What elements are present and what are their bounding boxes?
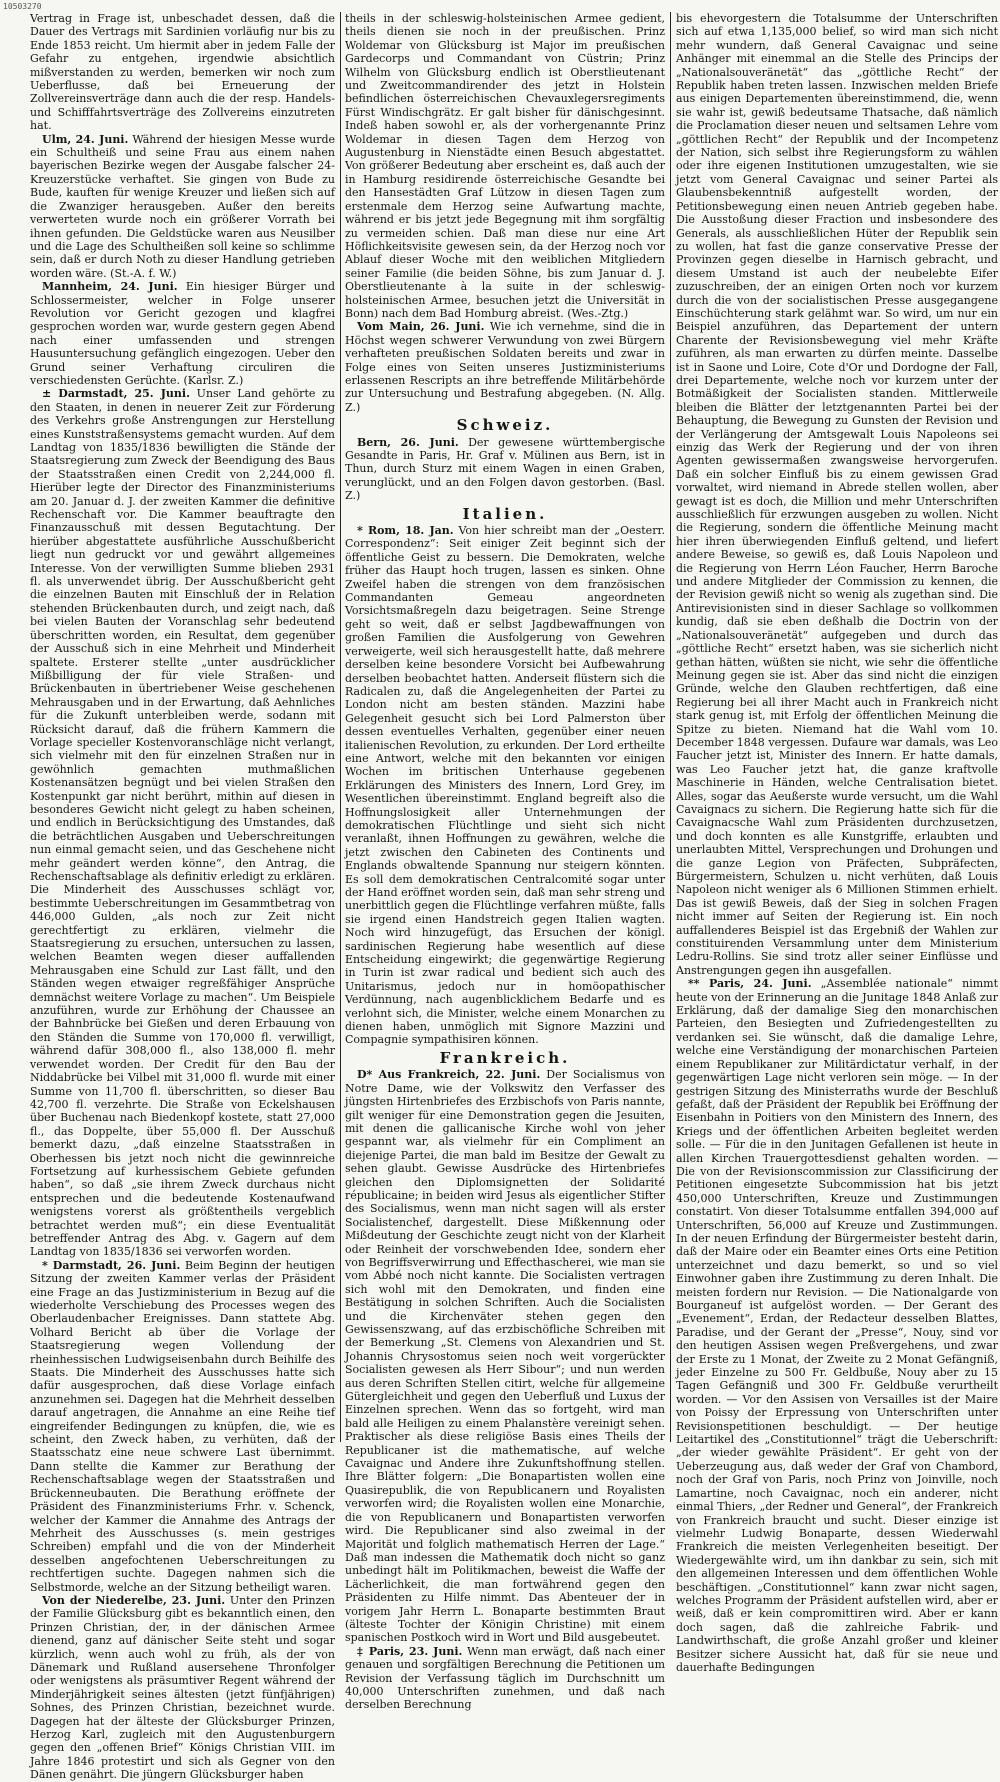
section-heading: Frankreich. xyxy=(439,1048,571,1067)
article-paragraph xyxy=(30,387,335,1258)
article-paragraph xyxy=(345,436,665,503)
article-paragraph xyxy=(676,12,998,977)
column-divider xyxy=(340,12,341,1442)
article-text: theils in der schleswig-holsteinischen Armee gedient, theils dienen sie noch in der preußischen. Prinz Woldemar von Glücksburg ist Major im preußischen Gardecorps und Commandant von Cüstrin; Prinz Wilhelm von Glücksburg endlich ist Oberstlieutenant und Zweitcommandirender des jetzt in Holstein befindlichen österreichischen Chevauxlegersregiments Fürst Windischgrätz. Er galt bisher für dänischgesinnt. Indeß haben sowohl er, als der vorhergenannte Prinz Woldemar in diesen Tagen dem Herzog von Augustenburg in Nienstädte einen Besuch abgestattet. Von größerer Bedeutung aber erscheint es, daß auch der in Hamburg residirende österreichische Gesandte bei den Hansestädten Graf Lützow in diesen Tagen zum erstenmale dem Herzog seine Aufwartung machte, während er bis jetzt jede Begegnung mit ihm sorgfältig zu vermeiden schien. Daß man diese nur eine Art Höflichkeitsvisite gewesen sein, da der Herzog noch vor Ablauf dieser Woche mit den weiblichen Mitgliedern seiner Familie (die beiden Söhne, bis zum Januar d. J. Oberstlieutenante à la suite in der schleswig-holsteinischen Armee, besuchen jetzt die Universität in Bonn) nach dem Bad Homburg abreist. (Wes.-Ztg.) xyxy=(345,12,665,320)
article-paragraph xyxy=(30,12,335,133)
column-right xyxy=(676,12,998,1674)
article-dateline: Bern, 26. Juni. xyxy=(357,435,459,449)
article-text: „Assemblée nationale“ nimmt heute von der Erinnerung an die Junitage 1848 Anlaß zur Erklärung, daß der damalige Sieg den monarchischen Parteien, den Besiegten und Zufriedengestellten zu verdanken sei. Sie wünscht, daß die damalige Lehre, welche eine Verständigung der monarchischen Parteien einem Republikaner zur Militärdictatur verhalf, in der gegenwärtigen Lage nicht verloren sein möge. — In der gestrigen Sitzung des Ministerraths wurde der Beschluß gefaßt, daß der Präsident der Republik bei Eröffnung der Eisenbahn in Poitiers von den Ministern des Innern, des Kriegs und der öffentlichen Arbeiten begleitet werden solle. — Für die in den Junitagen Gefallenen ist heute in allen Kirchen Trauergottesdienst gehalten worden. — Die von der Revisionscommission zur Classificirung der Petitionen eingesetzte Subcommission hat bis jetzt 450,000 Unterschriften, Kreuze und Zustimmungen constatirt. Von dieser Totalsumme entfallen 394,000 auf Unterschriften, 56,000 auf Kreuze und Zustimmungen. In der neuen Erfindung der Bürgermeister besteht darin, daß der Maire oder ein Beamter eines Orts eine Petition unterzeichnet und dazu bemerkt, so und so viel Einwohner gaben ihre Zustimmung zu deren Inhalt. Die meisten fordern nur Revision. — Die Nationalgarde von Bourganeuf ist aufgelöst worden. — Der Gerant des „Evenement“, Erdan, der Redacteur desselben Blattes, Paradise, und der Gerant der „Presse“, Nouy, sind vor den heutigen Assisen wegen Preßvergehens, und zwar der Erste zu 1 Monat, der Zweite zu 2 Monat Gefängniß, jeder Einzelne zu 500 Fr. Geldbuße, Nouy aber zu 15 Tagen Gefängniß und 300 Fr. Geldbuße verurtheilt worden. — Vor den Assisen von Versailles ist der Maire von Poissy der Erpressung von Unterschriften unter Revisionspetitionen beschuldigt. — Der heutige Leitartikel des „Constitutionnel“ trägt die Ueberschrift: „der wieder gewählte Präsident“. Er geht von der Ueberzeugung aus, daß weder der Graf von Chambord, noch der Graf von Paris, noch Prinz von Joinville, noch Lamartine, noch Cavaignac, noch ein anderer, nicht einmal Thiers, „der Redner und General“, der Frankreich von Frankreich braucht und sucht. Dieser einzige ist vielmehr Ludwig Bonaparte, dessen Wiederwahl Frankreich die meisten Verlegenheiten beseitigt. Der Wiedergewählte wird, um ihn dankbar zu sein, sich mit den allgemeinen Interessen und dem öffentlichen Wohle beschäftigen. „Constitutionnel“ kann zwar nicht sagen, welches Programm der Präsident aufstellen wird, aber er weiß, daß er kein compromittiren wird. Aber er kann doch sagen, daß die zahlreiche Fabrik- und Landwirthschaft, die große Anzahl großer und kleiner Besitzer sichere Aussicht hat, daß für sie neue und dauerhafte Bedingungen xyxy=(676,977,998,1674)
section-heading: Italien. xyxy=(462,504,548,523)
article-paragraph xyxy=(30,280,335,387)
article-text: Beim Beginn der heutigen Sitzung der zweiten Kammer verlas der Präsident eine Frage an das Justizministerium in Bezug auf die wiederholte Verschiebung des Processes wegen des Oberlaudenbacher Ereignisses. Dann stattete Abg. Volhard Bericht ab über die Vorlage der Staatsregierung wegen Vollendung der rheinhessischen Ludwigseisenbahn durch Beihilfe des Staats. Die Minderheit des Ausschusses hatte sich dafür ausgesprochen, daß diese Vorlage einfach anzunehmen sei. Dagegen hat die Mehrheit desselben darauf angetragen, die Annahme an eine Reihe tief eingreifender Bedingungen zu knüpfen, die, wie es scheint, den Zweck haben, zu verhüten, daß der Staatsschatz eine neue schwere Last übernimmt. Dann stellte die Kammer zur Berathung der Rechenschaftsablage wegen der Staatsstraßen und Brückenneubauten. Die Berathung eröffnete der Präsident des Finanzministeriums Frhr. v. Schenck, welcher der Kammer die Annahme des Antrags der Mehrheit des Ausschusses (s. mein gestriges Schreiben) empfahl und die von der Minderheit desselben angefochtenen Ueberschreitungen zu rechtfertigen suchte. Dagegen nahmen sich die Selbstmorde, welche an der Sitzung betheiligt waren. xyxy=(30,1258,335,1594)
article-dateline: ‡ Paris, 23. Juni. xyxy=(357,1644,463,1658)
article-text: bis ehevorgestern die Totalsumme der Unterschriften sich auf etwa 1,135,000 belief, so wird man sich nicht mehr wundern, daß General Cavaignac und seine Anhänger mit einemmal an die Stelle des Princips der „Nationalsouveränetät“ das „göttliche Recht“ der Republik haben treten lassen. Inzwischen melden Briefe aus einigen Departementen übereinstimmend, die, wenn sie wahr ist, gewiß bedeutsame Thatsache, daß nämlich die Proclamation dieser neuen und seltsamen Lehre vom „göttlichen Recht“ der Republik und der Incompetenz der Nation, sich selbst ihre Regierungsform zu wählen oder ihre eigenen Institutionen umzugestalten, wie sie jetzt vom General Cavaignac und seiner Partei als Glaubensbekenntniß aufgestellt worden, der Petitionsbewegung einen neuen Antrieb gegeben habe. Die Ausstoßung dieser Fraction und insbesondere des Generals, als ausschließlichen Hüter der Republik sein zu wollen, hat fast die ganze conservative Presse der Provinzen gegen dieselbe in Harnisch gebracht, und diesem Umstand ist auch der neubelebte Eifer zuzuschreiben, der an einigen Orten noch vor kurzem durch die von der socialistischen Presse ausgegangene Einschüchterung stark gelähmt war. So wird, um nur ein Beispiel anzuführen, das Departement der untern Charente der Revisionsbewegung viel mehr Kräfte zuführen, als man erwarten zu dürfen meinte. Dasselbe ist in Saone und Loire, Cote d'Or und Dordogne der Fall, drei Departemente, welche noch vor kurzem unter der Botmäßigkeit der Socialisten standen. Mittlerweile bleiben die Blätter der letztgenannten Partei bei der Behauptung, die Bewegung zu Gunsten der Revision und der Verlängerung der Amtsgewalt Louis Napoleons sei einzig das Werk der Regierung und der von ihren Agenten gewissermaßen zwangsweise hervorgerufen. Daß ein solcher Einfluß bis zu einem gewissen Grad vorwaltet, wird niemand in Abrede stellen wollen, aber gewagt ist es doch, die Million und mehr Unterschriften ausschließlich für erzwungen ausgeben zu wollen. Nicht die Regierung, sondern die öffentliche Meinung macht hier ihren überwiegenden Einfluß geltend, und liefert andere Beweise, so gewiß es, daß Louis Napoleon und die Regierung von Herrn Léon Faucher, Herrn Baroche und andere Mitglieder der Commission zu kennen, die der Revision gewiß nicht so wenig als zugethan sind. Die Antirevisionisten sind in dieser Sachlage so vollkommen kundig, daß sie eben deßhalb die Doctrin von der „Nationalsouveränetät“ aufgegeben und durch das „göttliche Recht“ ersetzt haben, was sie sicherlich nicht gethan hätten, wüßten sie nicht, wie sehr die öffentliche Meinung gegen sie ist. Aber das sind nicht die einzigen Gründe, welche den Glauben rechtfertigen, daß eine Regierung bei all ihrer Macht auch in Frankreich nicht stark genug ist, mit Erfolg der öffentlichen Meinung die Spitze zu bieten. Niemand hat die Wahl vom 10. December 1848 vergessen. Dufaure war damals, was Leo Faucher jetzt ist, Minister des Innern. Er hatte damals, was Leo Faucher jetzt hat, die ganze kraftvolle Maschinerie in Händen, welche Centralisation bietet. Alles, sogar das Aeußerste wurde versucht, um die Wahl Cavaignacs zu sichern. Die Regierung hatte sich für die Cavaignacsche Wahl zum Präsidenten durchzusetzen, und doch konnten es alle Kunstgriffe, erlaubten und unerlaubten Mittel, Versprechungen und Drohungen und die ganze Legion von Präfecten, Subpräfecten, Bürgermeistern, Schulzen u. nicht verhüten, daß Louis Napoleon nicht weniger als 6 Millionen Stimmen erhielt. Das ist gewiß Beweis, daß der Sieg in solchen Fragen nicht immer auf Seiten der Regierung ist. Ein noch auffallenderes Beispiel ist das Ergebniß der Wahlen zur constituirenden Versammlung unter dem Ministerium Ledru-Rollins. Sie sind trotz aller seiner Einflüsse und Anstrengungen gegen ihn ausgefallen. xyxy=(676,12,998,977)
article-paragraph xyxy=(30,1594,335,1782)
article-text: Vertrag in Frage ist, unbeschadet dessen, daß die Dauer des Vertrags mit Sardinien vorläufig nur bis zu Ende 1853 reicht. Um hiermit aber in jedem Falle der Gefahr zu entgehen, irgendwie absichtlich mißverstanden zu werden, bemerken wir noch zum Ueberflusse, daß bei Erneuerung der Zollvereinsverträge dann auch die der resp. Handels- und Schifffahrtsverträge des Zollvereins einzutreten hat. xyxy=(30,12,335,133)
article-paragraph xyxy=(676,977,998,1674)
article-paragraph xyxy=(345,1645,665,1712)
column-divider xyxy=(670,12,671,1442)
article-text: Ein hiesiger Bürger und Schlossermeister, welcher in Folge unserer Revolution vor Gericht gezogen und klagfrei gesprochen worden war, wurde gestern gegen Abend nach einer umfassenden und strengen Hausuntersuchung gefänglich eingezogen. Ueber den Grund seiner Verhaftung circuliren die verschiedensten Gerüchte. (Karlsr. Z.) xyxy=(30,280,335,387)
article-text: Wie ich vernehme, sind die in Höchst wegen schwerer Verwundung von zwei Bürgern verhafteten preußischen Soldaten bereits und zwar in Folge eines von Seiten unseres Justizministeriums erlassenen Rescripts an ihre betreffende Militärbehörde zur Untersuchung und Bestrafung abgegeben. (N. Allg. Z.) xyxy=(345,320,665,414)
article-dateline: ± Darmstadt, 25. Juni. xyxy=(42,387,190,401)
article-text: Unter den Prinzen der Familie Glücksburg gibt es bekanntlich einen, den Prinzen Christian, der, in der dänischen Armee dienend, ganz auf dänischer Seite steht und sogar kürzlich, wenn auch wohl zu früh, als der von Dänemark und Rußland ausersehene Thronfolger oder wenigstens als präsumtiver Regent während der Minderjährigkeit seines ältesten (jetzt fünfjährigen) Sohnes, des Prinzen Christian, bezeichnet wurde. Dagegen hat der älteste der Glücksburger Prinzen, Herzog Karl, zugleich mit den Augustenburgern gegen den „offenen Brief“ Königs Christian VIII. im Jahre 1846 protestirt und sich als Gegner von den Dänen genährt. Die jüngern Glücksburger haben xyxy=(30,1593,336,1782)
article-paragraph xyxy=(345,320,665,414)
article-dateline: Von der Niederelbe, 23. Juni. xyxy=(42,1593,226,1607)
article-text: Wenn man erwägt, daß nach einer genauen und sorgfältigen Berechnung die Petitionen um Revision der Verfassung täglich im Durchschnitt um 40,000 Unterschriften zunehmen, und daß nach derselben Berechnung xyxy=(345,1644,665,1712)
article-paragraph xyxy=(30,1259,335,1594)
article-dateline: * Darmstadt, 26. Juni. xyxy=(42,1258,181,1272)
article-text: Von hier schreibt man der „Oesterr. Correspondenz“: Seit einiger Zeit beginnt sich der öffentliche Geist zu bessern. Die Demokraten, welche früher das Haupt hoch trugen, lassen es sinken. Ohne Zweifel haben die strengen von dem französischen Commandanten Gemeau angeordneten Vorsichtsmaßregeln dazu beigetragen. Seine Strenge geht so weit, daß er selbst Jagdbewaffnungen von großen Familien die Ausfolgerung von Gewehren verweigerte, weil sich herausgestellt hatte, daß mehrere derselben keine besondere Vorsicht bei Aufbewahrung derselben beobachtet hatten. Anderseit flüstern sich die Radicalen zu, daß die Angelegenheiten der Partei zu London nicht am besten ständen. Mazzini habe Gelegenheit gesucht sich bei Lord Palmerston über dessen eventuelles Verhalten, gegenüber einer neuen italienischen Revolution, zu erkunden. Der Lord ertheilte eine Antwort, welche mit den bekannten vor einigen Wochen im britischen Unterhause gegebenen Erklärungen des Ministers des Innern, Lord Grey, im Wesentlichen übereinstimmt. England begreift also die Hoffnungslosigkeit aller Unternehmungen der demokratischen Flüchtlinge und sieht sich nicht veranlaßt, ihnen Hoffnungen zu gewähren, welche die jetzt zwischen den Cabineten des Continents und Englands obwaltende Spannung nur steigern könnten. Es soll dem demokratischen Centralcomité sogar unter der Hand eröffnet worden sein, daß man sehr streng und unerbittlich gegen die Flüchtlinge verfahren müßte, falls sie irgend einen Handstreich gegen Italien wagten. Noch wird hinzugefügt, das Ersuchen der königl. sardinischen Regierung habe wesentlich auf diese Entscheidung eingewirkt; die gegenwärtige Regierung in Turin ist zwar radical und bedient sich auch des Unitarismus, jedoch nur in homöopathischer Verdünnung, nach augenblicklichem Bedarfe und es verlohnt sich, die Minister, welche einem Monarchen zu dienen haben, unmöglich mit Signore Mazzini und Compagnie sympathisiren können. xyxy=(345,524,665,1047)
article-dateline: Ulm, 24. Juni. xyxy=(42,132,129,146)
article-dateline: ** Paris, 24. Juni. xyxy=(688,977,812,991)
article-dateline: Vom Main, 26. Juni. xyxy=(357,320,485,334)
article-text: Unser Land gehörte zu den Staaten, in denen in neuerer Zeit zur Förderung des Verkehrs große Anstrengungen zur Herstellung eines Kunststraßensystems gemacht wurden. Auf dem Landtag von 1835/1836 bewilligten die Stände der Staatsregierung zum Zweck der Beendigung des Baus der Staatsstraßen einen Credit von 2,244,000 fl. Hierüber legte der Director des Finanzministeriums am 20. Januar d. J. der zweiten Kammer die definitive Rechenschaft vor. Die Kammer beauftragte den Finanzausschuß mit dessen Begutachtung. Der hierüber abgestattete ausführliche Ausschußbericht liegt nun gedruckt vor und gewährt allgemeines Interesse. Von der verwilligten Summe blieben 2931 fl. als unverwendet übrig. Der Ausschußbericht geht die einzelnen Bauten mit Einschluß der in Relation stehenden Brückenbauten durch, und zeigt nach, daß bei vielen Bauten der Voranschlag sehr bedeutend überschritten worden, ein Resultat, dem gegenüber der Ausschuß sich in eine Mehrheit und Minderheit spaltete. Ersterer stellte „unter ausdrücklicher Mißbilligung der für viele Straßen- und Brückenbauten in übertriebener Weise geschehenen Mehrausgaben und in der Erwartung, daß Aehnliches für die Zukunft unterbleiben werde, sodann mit Rücksicht darauf, daß die frühern Kammern die Vorlage specieller Kostenvoranschläge nicht verlangt, sich vielmehr mit den für einzelnen Straßen nur in gewöhnlich gemachten muthmaßlichen Kostenansätzen begnügt und bei vielen Straßen den Kostenpunkt gar nicht berührt, mithin auf diesen in besonderes Gewicht nicht gelegt zu haben scheinen, und endlich in Berücksichtigung des Umstandes, daß die beträchtlichen Ausgaben und Ueberschreitungen nun einmal gemacht seien, und das Geschehene nicht mehr geändert werden könne“, den Antrag, die Rechenschaftsablage als definitiv erledigt zu erklären. Die Minderheit des Ausschusses schlägt vor, bestimmte Ueberschreitungen im Gesammtbetrag von 446,000 Gulden, „als noch zur Zeit nicht gerechtfertigt zu erklären, vielmehr die Staatsregierung zu ersuchen, untersuchen zu lassen, welchen Beamten wegen dieser auffallenden Mehrausgaben eine Schuld zur Last fällt, und den Ständen wegen etwaiger regreßfähiger Ansprüche demnächst weitere Vorlage zu machen“. Um Beispiele anzuführen, wurde zur Erhöhung der Chaussee an der Bahnbrücke bei Gießen und deren Erbauung von den Ständen die Summe von 170,000 fl. verwilligt, während dafür 308,000 fl., also 138,000 fl. mehr verwendet worden. Der Credit für den Bau der Niddabrücke bei Vilbel mit 31,000 fl. wurde mit einer Summe von 11,700 fl. überschritten, so dieser Bau 42,700 fl. verzehrte. Die Straße von Eckelshausen über Buchenau nach Biedenkopf kostete, statt 27,000 fl., das Doppelte, über 55,000 fl. Der Ausschuß bemerkt dazu, „daß einzelne Staatsstraßen in Oberhessen bis jetzt noch nicht die gewinnreiche Fortsetzung auf kurhessischem Gebiete gefunden haben“, so daß „sie ihrem Zweck durchaus nicht entsprechen und die bedeutende Kostenaufwand wenigstens vorerst als größtentheils vergeblich betrachtet werden muß“; ein diese Eventualität betreffender Antrag des Abg. v. Gagern auf dem Landtag von 1835/1836 sei verworfen worden. xyxy=(30,387,336,1259)
article-text: Während der hiesigen Messe wurde ein Schultheiß und seine Frau aus einem nahen bayerischen Bezirke wegen der Ausgabe falscher 24-Kreuzerstücke verhaftet. Sie gingen von Bude zu Bude, kauften für wenige Kreuzer und ließen sich auf die Zwanziger herausgeben. Außer den bereits verwerteten wurde noch ein größerer Vorrath bei ihnen gefunden. Die Geldstücke waren aus Neusilber und die Lage des Schultheißen soll keine so schlimme sein, daß er durch Noth zu dieser Handlung getrieben worden wäre. (St.-A. f. W.) xyxy=(30,132,336,280)
article-paragraph xyxy=(345,1068,665,1644)
section-heading: Schweiz. xyxy=(456,416,554,435)
article-text: Der gewesene württembergische Gesandte in Paris, Hr. Graf v. Mülinen aus Bern, ist in Thun, durch Sturz mit einem Wagen in einen Graben, verunglückt, und an den Folgen davon gestorben. (Basl. Z.) xyxy=(345,435,665,503)
column-left xyxy=(30,12,336,1782)
article-dateline: Mannheim, 24. Juni. xyxy=(42,280,178,294)
document-id: 10503270 xyxy=(3,2,42,11)
article-paragraph xyxy=(30,133,335,280)
article-paragraph xyxy=(345,524,665,1047)
article-dateline: D* Aus Frankreich, 22. Juni. xyxy=(357,1068,541,1082)
article-paragraph xyxy=(345,12,665,320)
article-dateline: * Rom, 18. Jan. xyxy=(357,524,454,538)
article-text: Der Socialismus von Notre Dame, wie der Volkswitz den Verfasser des jüngsten Hirtenbriefes des Erzbischofs von Paris nannte, gilt weniger für eine Demonstration gegen die Jesuiten, mit denen die gallicanische Kirche wohl von jeher gespannt war, als vielmehr für ein Compliment an diejenige Partei, die man bald im Besitze der Gewalt zu sehen glaubt. Gewisse Ausdrücke des Hirtenbriefes gleichen den Diplomsignetten der Solidarité républicaine; in beiden wird Jesus als eigentlicher Stifter des Socialismus, wenn man nicht sagen will als erster Socialistenchef, dargestellt. Diese Mißkennung oder Mißdeutung der Geschichte zeugt nicht von der Klarheit oder Reinheit der vorschwebenden Idee, sondern eher von Begriffsverwirrung und Effecthascherei, wie man sie vom Abbé noch nicht kannte. Die Socialisten vertragen sich wohl mit den Demokraten, und finden eine Bestätigung in solchen Schriften. Auch die Socialisten und die Kirchenväter stehen gegen den Gewissenszwang, auf das erzbischöfliche Schreiben mit der Bemerkung „St. Clemens von Alexandrien und St. Johannis Chrysostomus seien noch weit vorgerückter Socialisten gewesen als Herr Sibour“; und nun werden aus deren Schriften Stellen citirt, welche für allgemeine Gütergleichheit und gegen den Ueberfluß und Luxus der Einzelnen sprechen. Wenn das so fortgeht, wird man bald alle Heiligen zu einem Phalanstère vereinigt sehen. Praktischer als diese religiöse Basis eines Theils der Republicaner ist die mathematische, auf welche Cavaignac und Andere ihre Zukunftshoffnung stellen. Ihre Blätter folgern: „Die Bonapartisten wollen eine Quasirepublik, die von Republicanern und Royalisten verworfen wird; die Royalisten wollen eine Monarchie, die von Republicanern und Bonapartisten verworfen wird. Die Republicaner sind also zweimal in der Majorität und folglich mathematisch Herren der Lage.“ Daß man indessen die Mathematik doch nicht so ganz unbedingt hält im Politikmachen, beweist die Waffe der Lächerlichkeit, die man fortwährend gegen den Präsidenten zu Hilfe nimmt. Das Abenteuer der in vorigem Jahr Herrn L. Bonaparte bestimmten Braut (älteste Tochter der Königin Christine) mit einem spanischen Postkoch wird in Wort und Bild ausgebeutet. xyxy=(345,1068,665,1645)
column-middle xyxy=(345,12,665,1712)
